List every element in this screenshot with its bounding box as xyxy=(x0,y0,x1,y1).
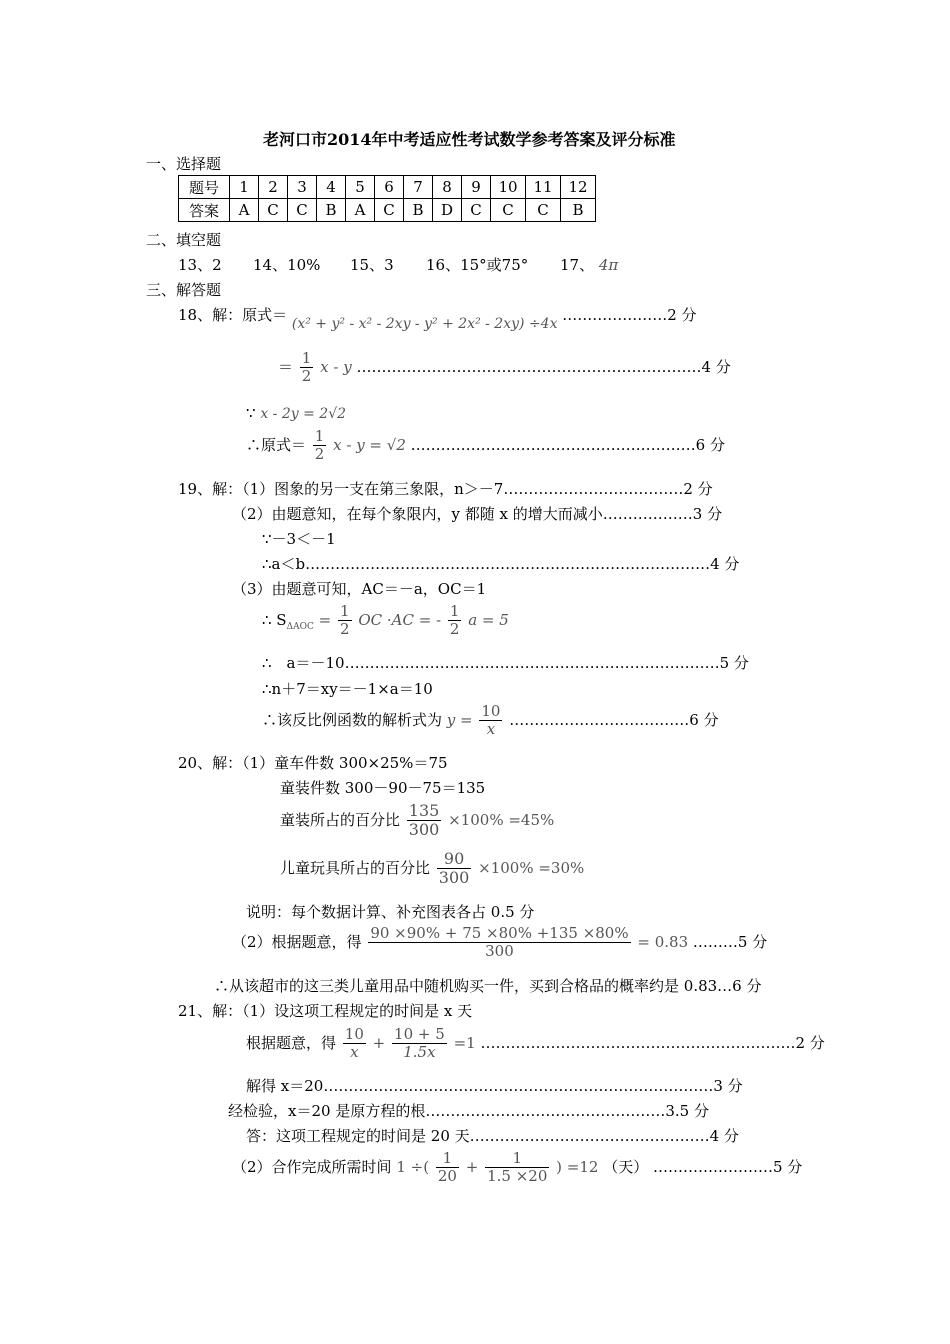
q18-fraction2 xyxy=(313,428,327,464)
denominator: 1.5 ×20 xyxy=(487,1167,548,1186)
score: ………………………………………………………2 分 xyxy=(480,1033,825,1052)
fraction xyxy=(485,1150,549,1186)
table-cell: B xyxy=(404,199,433,222)
numerator: 1 xyxy=(314,427,325,445)
table-cell: C xyxy=(526,199,561,222)
section-fill: 二、填空题 xyxy=(146,231,222,249)
numerator: 1 xyxy=(485,1150,549,1168)
q19-line1: 19、解：（1）图象的另一支在第三象限，n＞－7………………………………2 分 xyxy=(178,480,713,498)
q18-line2 xyxy=(278,350,731,386)
fraction xyxy=(392,1026,447,1062)
numerator: 1 xyxy=(436,1150,459,1168)
denominator: 1.5x xyxy=(403,1043,436,1062)
result: =1 xyxy=(453,1033,476,1052)
choice-table xyxy=(178,175,596,222)
table-header: 答案 xyxy=(179,199,230,222)
q19-line3: ∵－3＜－1 xyxy=(262,530,336,548)
score: ………………………………6 分 xyxy=(509,710,719,729)
fraction xyxy=(448,603,462,639)
table-cell: B xyxy=(317,199,346,222)
table-cell: A xyxy=(230,199,259,222)
label: （2）合作完成所需时间 xyxy=(232,1157,392,1176)
q19-line5: （3）由题意可知，AC＝－a，OC＝1 xyxy=(232,580,487,598)
numerator: 135 xyxy=(408,801,440,820)
table-cell: 10 xyxy=(491,176,526,199)
fill-15: 15、3 xyxy=(350,256,394,274)
q20-line2: 童装件数 300－90－75＝135 xyxy=(280,779,486,797)
q18-expr: (x² + y² - x² - 2xy - y² + 2x² - 2xy) ÷4x xyxy=(291,316,558,332)
numerator: 10 + 5 xyxy=(394,1025,445,1043)
numerator: 90 xyxy=(437,850,472,869)
table-header: 题号 xyxy=(179,176,230,199)
fill-16: 16、15°或75° xyxy=(426,256,529,274)
score: ………5 分 xyxy=(692,932,768,951)
because: ∵ xyxy=(246,404,256,422)
area-end: a = 5 xyxy=(468,610,509,629)
q18-fraction xyxy=(300,350,314,386)
table-cell: 9 xyxy=(462,176,491,199)
eq: = xyxy=(313,610,332,629)
plus: + xyxy=(465,1157,479,1176)
q20-line4 xyxy=(280,850,584,888)
table-cell: 4 xyxy=(317,176,346,199)
label: 儿童玩具所占的百分比 xyxy=(280,858,431,877)
q18-score2: ……………………………………………………………4 分 xyxy=(356,357,731,376)
q20-note: 说明：每个数据计算、补充图表各占 0.5 分 xyxy=(246,903,535,921)
q18-expr2: x - y xyxy=(320,357,352,376)
numerator: 1 xyxy=(339,602,350,620)
area-subscript: ΔAOC xyxy=(286,621,314,632)
expr-a: 1 ÷( xyxy=(396,1157,430,1176)
denominator: 300 xyxy=(438,868,470,888)
fraction xyxy=(436,1150,459,1186)
table-cell: C xyxy=(288,199,317,222)
table-cell: 1 xyxy=(230,176,259,199)
q19-line4: ∴a＜b………………………………………………………………………4 分 xyxy=(262,555,740,573)
fraction xyxy=(407,802,442,840)
q19-line8: ∴n＋7＝xy＝－1×a＝10 xyxy=(262,680,433,698)
y-eq: y = xyxy=(446,710,473,729)
denominator: 300 xyxy=(408,820,440,840)
q18-eq: ＝ xyxy=(278,357,294,376)
q19-line9 xyxy=(262,703,719,739)
table-cell: B xyxy=(561,199,596,222)
q20-line3 xyxy=(280,802,554,840)
fill-17 xyxy=(560,254,618,275)
fraction xyxy=(479,703,502,739)
q18-result: x - y = √2 xyxy=(333,435,406,454)
numerator: 1 xyxy=(301,349,312,367)
unit: （天） xyxy=(603,1157,649,1176)
table-cell: 7 xyxy=(404,176,433,199)
score: ……………………5 分 xyxy=(653,1157,803,1176)
fill-13: 13、2 xyxy=(178,256,222,274)
table-cell: 8 xyxy=(433,176,462,199)
table-cell: C xyxy=(375,199,404,222)
therefore-label: ∴原式＝ xyxy=(246,435,307,454)
q21-line5: 答：这项工程规定的时间是 20 天…………………………………………4 分 xyxy=(246,1127,739,1145)
label: （2）根据题意，得 xyxy=(232,932,362,951)
fill-17-label: 17、 xyxy=(560,256,595,274)
label: 童装所占的百分比 xyxy=(280,810,401,829)
q18-score4: …………………………………………………6 分 xyxy=(410,435,725,454)
q20-line7: ∴从该超市的这三类儿童用品中随机购买一件，买到合格品的概率约是 0.83…6 分 xyxy=(214,977,762,995)
table-cell: 11 xyxy=(526,176,561,199)
fraction xyxy=(338,603,352,639)
area-label: ∴ S xyxy=(262,610,287,629)
function-label: ∴该反比例函数的解析式为 xyxy=(262,710,443,729)
denominator: 20 xyxy=(437,1167,457,1186)
q19-line6 xyxy=(262,603,509,639)
page-title: 老河口市2014年中考适应性考试数学参考答案及评分标准 xyxy=(263,130,676,149)
result: = 0.83 xyxy=(637,932,689,951)
q18-line1 xyxy=(178,304,697,332)
numerator: 10 xyxy=(481,702,501,720)
table-cell: C xyxy=(462,199,491,222)
result: ×100% =30% xyxy=(478,858,585,877)
plus: + xyxy=(372,1033,386,1052)
section-solve: 三、解答题 xyxy=(146,281,222,299)
table-cell: 3 xyxy=(288,176,317,199)
denominator: x xyxy=(486,720,496,739)
q21-line1: 21、解：（1）设这项工程规定的时间是 x 天 xyxy=(178,1002,473,1020)
label: 根据题意，得 xyxy=(246,1033,337,1052)
q21-line6 xyxy=(232,1150,802,1186)
denominator: 2 xyxy=(301,367,312,386)
result: ×100% =45% xyxy=(448,810,555,829)
numerator: 90 ×90% + 75 ×80% +135 ×80% xyxy=(370,924,629,942)
q21-line3: 解得 x＝20……………………………………………………………………3 分 xyxy=(246,1077,743,1095)
table-cell: C xyxy=(491,199,526,222)
q21-line4: 经检验，x＝20 是原方程的根…………………………………………3.5 分 xyxy=(228,1102,709,1120)
result: ) =12 xyxy=(556,1157,599,1176)
q19-line7: ∴ a＝－10…………………………………………………………………5 分 xyxy=(262,654,749,672)
q18-score: …………………2 分 xyxy=(562,306,697,324)
fraction xyxy=(343,1026,366,1062)
q20-line1: 20、解：（1）童车件数 300×25%＝75 xyxy=(178,754,448,772)
denominator: 300 xyxy=(485,942,514,961)
table-cell: 5 xyxy=(346,176,375,199)
table-cell: 2 xyxy=(259,176,288,199)
denominator: 2 xyxy=(339,620,350,639)
denominator: x xyxy=(350,1043,359,1062)
q19-line2: （2）由题意知，在每个象限内，y 都随 x 的增大而减小………………3 分 xyxy=(232,505,723,523)
numerator: 10 xyxy=(344,1025,364,1043)
q18-cond: x - 2y = 2√2 xyxy=(260,406,347,422)
table-cell: D xyxy=(433,199,462,222)
denominator: 2 xyxy=(314,445,325,464)
table-cell: 12 xyxy=(561,176,596,199)
table-cell: A xyxy=(346,199,375,222)
denominator: 2 xyxy=(449,620,460,639)
q20-line6 xyxy=(232,925,767,961)
table-cell: 6 xyxy=(375,176,404,199)
fraction xyxy=(437,850,472,888)
fill-17-value: 4π xyxy=(598,256,619,274)
fill-14: 14、10% xyxy=(253,256,321,274)
q18-line4 xyxy=(246,428,725,464)
area-mid: OC ·AC = - xyxy=(358,610,442,629)
numerator: 1 xyxy=(449,602,460,620)
fraction xyxy=(368,925,630,961)
section-choice: 一、选择题 xyxy=(146,155,222,173)
q18-line3 xyxy=(246,404,346,422)
table-cell: C xyxy=(259,199,288,222)
q21-line2 xyxy=(246,1026,825,1062)
q18-label: 18、解：原式＝ xyxy=(178,306,288,324)
